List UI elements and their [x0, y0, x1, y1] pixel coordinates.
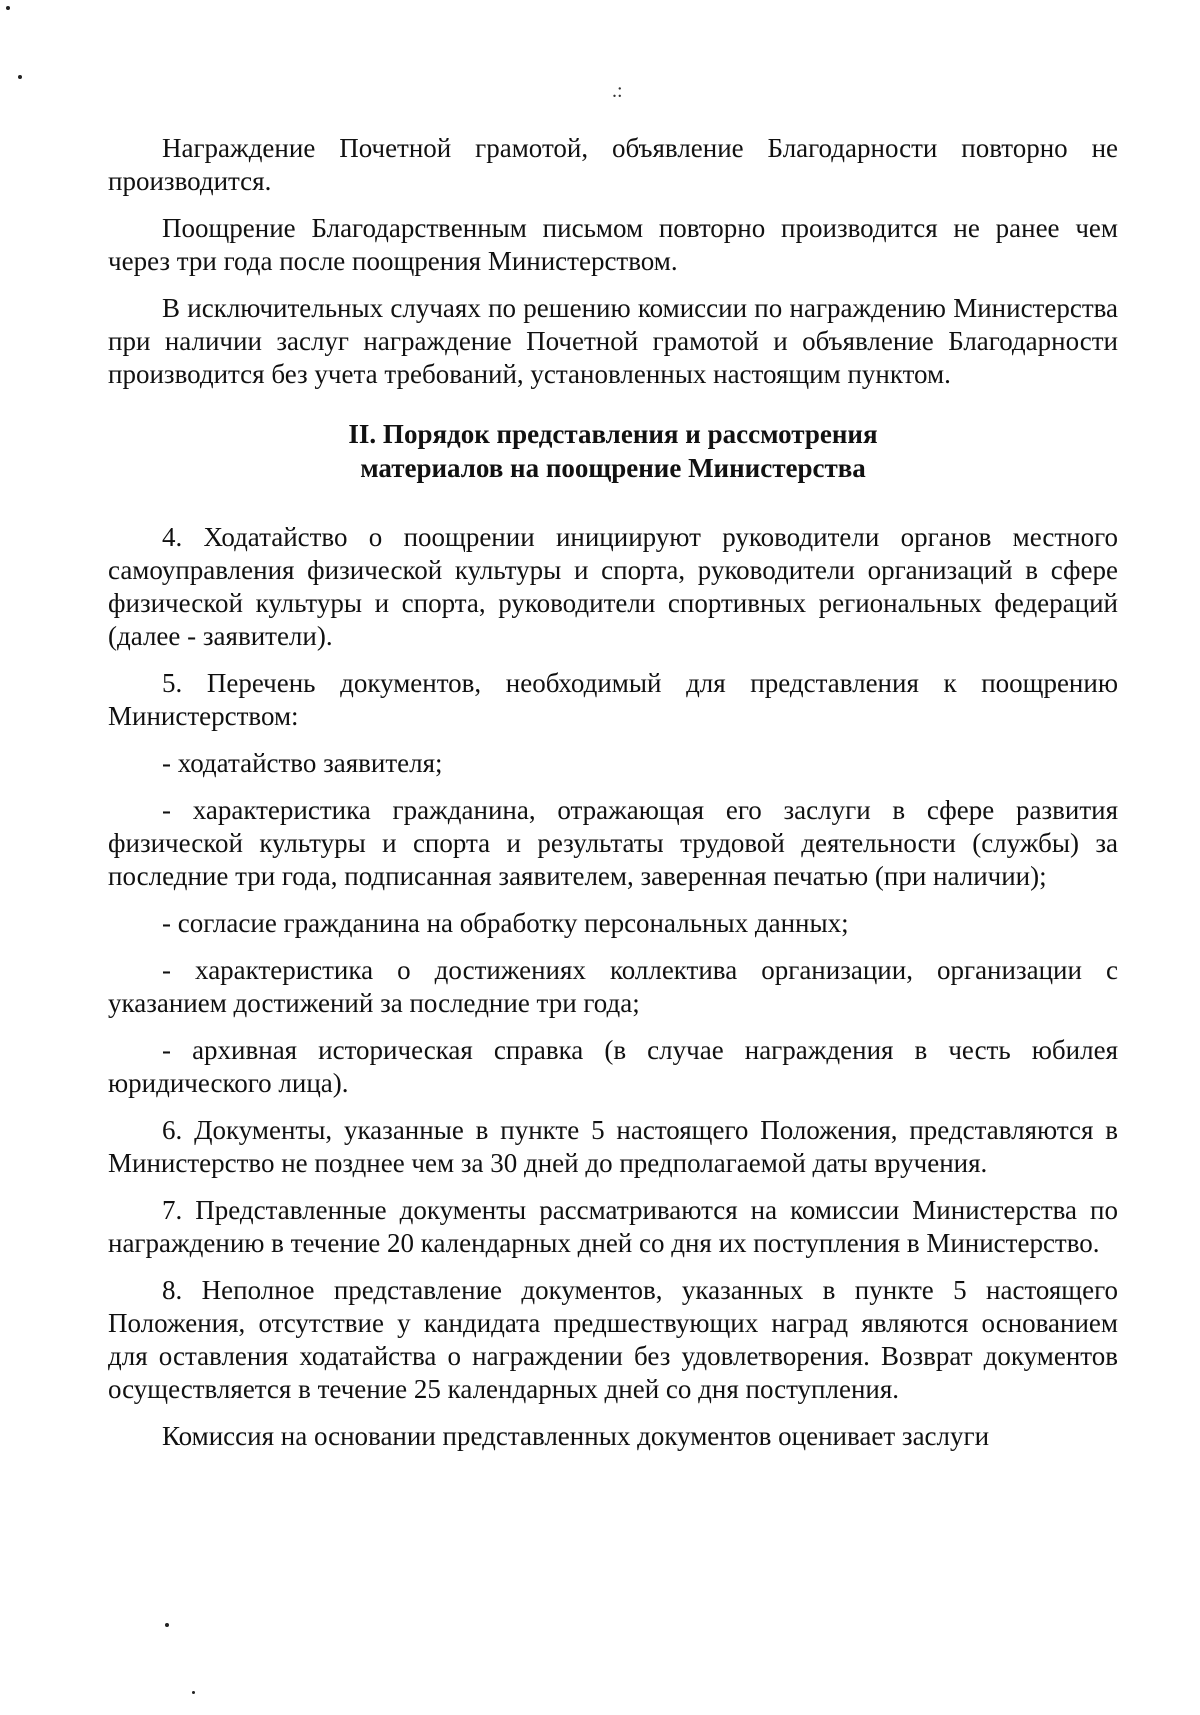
- scan-speck: [165, 1623, 169, 1627]
- section-heading-line2: материалов на поощрение Министерства: [360, 453, 866, 483]
- paragraph-letter-repeat: Поощрение Благодарственным письмом повторно производится не ранее чем через три года после поощрения Министерством.: [108, 213, 1118, 276]
- section-heading-line1: II. Порядок представления и рассмотрения: [348, 419, 878, 449]
- page-number-mark: .:: [612, 80, 623, 102]
- paragraph-item-7: 7. Представленные документы рассматриваются на комиссии Министерства по награждению в течение 20 календарных дней со дня их поступления в Министерство.: [108, 1195, 1118, 1258]
- scan-speck: [192, 1691, 195, 1694]
- scan-speck: [18, 75, 22, 79]
- paragraph-item-5: 5. Перечень документов, необходимый для представления к поощрению Министерством:: [108, 668, 1118, 731]
- list-item-collective-characteristic: - характеристика о достижениях коллектива организации, организации с указанием достижений за последние три года;: [108, 955, 1118, 1018]
- paragraph-item-6: 6. Документы, указанные в пункте 5 настоящего Положения, представляются в Министерство не позднее чем за 30 дней до предполагаемой даты вручения.: [108, 1115, 1118, 1178]
- list-item-citizen-characteristic: - характеристика гражданина, отражающая его заслуги в сфере развития физической культуры и спорта и результаты трудовой деятельности (службы) за последние три года, подписанная заявителем, заверенная печатью (при наличии);: [108, 795, 1118, 891]
- paragraph-item-4: 4. Ходатайство о поощрении инициируют руководители органов местного самоуправления физической культуры и спорта, руководители организаций в сфере физической культуры и спорта, руководители спортивных региональных федераций (далее - заявители).: [108, 522, 1118, 651]
- section-heading: [108, 417, 1118, 485]
- list-item-petition: - ходатайство заявителя;: [162, 748, 443, 778]
- paragraph-commission: Комиссия на основании представленных документов оценивает заслуги: [162, 1421, 990, 1451]
- list-item-archival-reference: - архивная историческая справка (в случае награждения в честь юбилея юридического лица).: [108, 1035, 1118, 1098]
- paragraph-item-8: 8. Неполное представление документов, указанных в пункте 5 настоящего Положения, отсутствие у кандидата предшествующих наград являются основанием для оставления ходатайства о награждении без удовлетворения. Возврат документов осуществляется в течение 25 календарных дней со дня поступления.: [108, 1275, 1118, 1404]
- scan-speck: [6, 6, 10, 10]
- list-item-consent: - согласие гражданина на обработку персональных данных;: [162, 908, 849, 938]
- document-body: [108, 132, 1118, 1467]
- paragraph-repeat-award: Награждение Почетной грамотой, объявление Благодарности повторно не производится.: [108, 133, 1118, 196]
- paragraph-exceptional-cases: В исключительных случаях по решению комиссии по награждению Министерства при наличии заслуг награждение Почетной грамотой и объявление Благодарности производится без учета требований, установленных настоящим пунктом.: [108, 293, 1118, 389]
